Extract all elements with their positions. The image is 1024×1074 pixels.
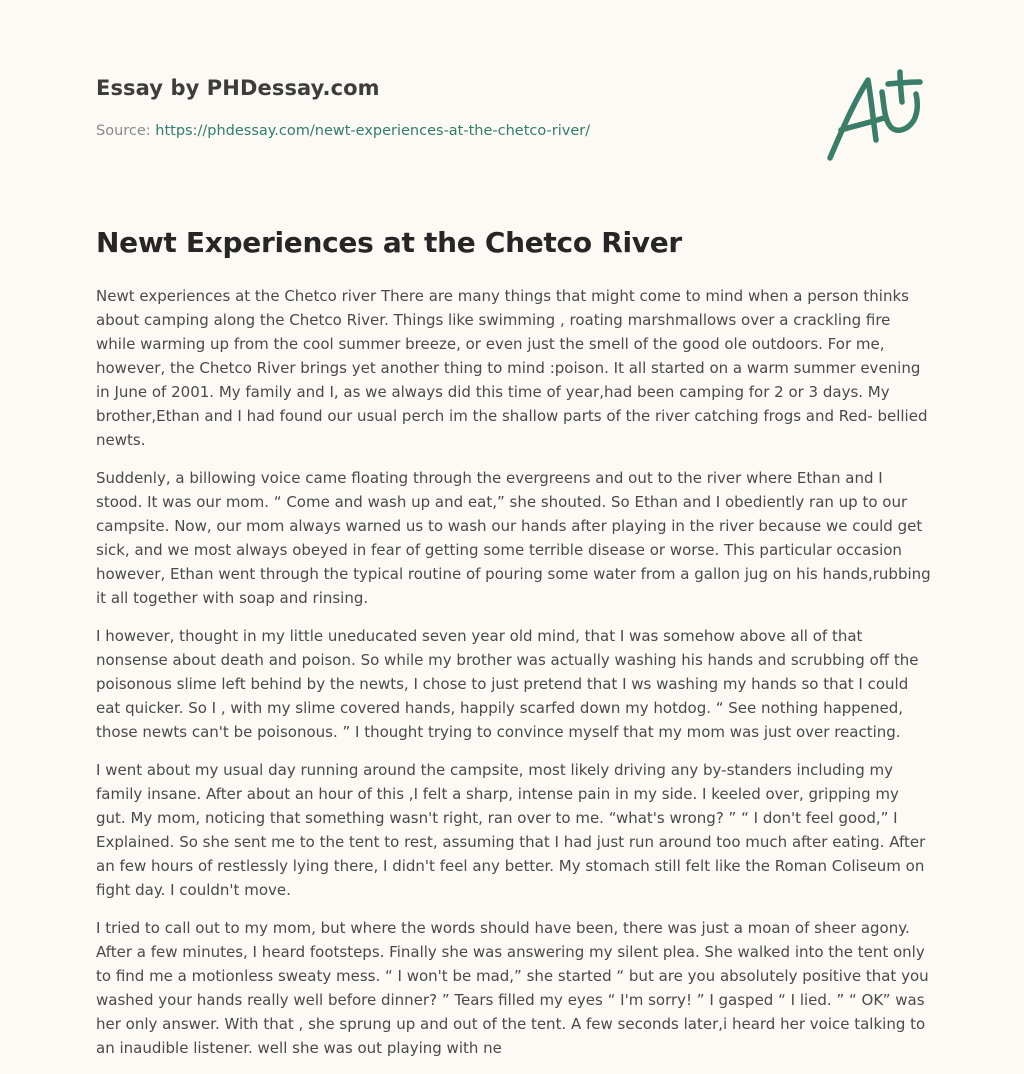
source-link[interactable]: https://phdessay.com/newt-experiences-at-the-chetco-river/ — [155, 123, 591, 139]
source-label: Source: — [96, 123, 151, 139]
article-body — [96, 284, 932, 1074]
article-title: Newt Experiences at the Chetco River — [96, 226, 682, 259]
paragraph: I tried to call out to my mom, but where the words should have been, there was just a moan of sheer agony. After a few minutes, I heard footsteps. Finally she was answering my silent plea. She walked into the tent only to find me a motionless sweaty mess. “ I won't be mad,” she started “ but are you absolutely positive that you washed your hands really well before dinner? ” Tears filled my eyes “ I'm sorry! ” I gasped “ I lied. ” “ OK” was her only answer. With that , she sprung up and out of the tent. A few seconds later,i heard her voice talking to an inaudible listener. well she was out playing with ne — [96, 919, 929, 1057]
a-plus-logo-icon — [824, 68, 928, 164]
paragraph: Newt experiences at the Chetco river There are many things that might come to mind when a person thinks about camping along the Chetco River. Things like swimming , roating marshmallows over a crackling fire while warming up from the cool summer breeze, or even just the smell of the good ole outdoors. For me, however, the Chetco River brings yet another thing to mind :poison. It all started on a warm summer evening in June of 2001. My family and I, as we always did this time of year,had been camping for 2 or 3 days. My brother,Ethan and I had found our usual perch im the shallow parts of the river catching frogs and Red- bellied newts. — [96, 287, 928, 449]
paragraph: I went about my usual day running around the campsite, most likely driving any by-standers including my family insane. After about an hour of this ,I felt a sharp, intense pain in my side. I keeled over, gripping my gut. My mom, noticing that something wasn't right, ran over to me. “what's wrong? ” “ I don't feel good,” I Explained. So she sent me to the tent to rest, assuming that I had just run around too much after eating. After an few hours of restlessly lying there, I didn't feel any better. My stomach still felt like the Roman Coliseum on fight day. I couldn't move. — [96, 761, 926, 899]
paragraph: I however, thought in my little uneducated seven year old mind, that I was somehow above all of that nonsense about death and poison. So while my brother was actually washing his hands and scrubbing off the poisonous slime left behind by the newts, I chose to just pretend that I ws washing my hands so that I could eat quicker. So I , with my slime covered hands, happily scarfed down my hotdog. “ See nothing happened, those newts can't be poisonous. ” I thought trying to convince myself that my mom was just over reacting. — [96, 627, 919, 741]
site-title: Essay by PHDessay.com — [96, 76, 380, 100]
paragraph: Suddenly, a billowing voice came floating through the evergreens and out to the river where Ethan and I stood. It was our mom. “ Come and wash up and eat,” she shouted. So Ethan and I obediently ran up to our campsite. Now, our mom always warned us to wash our hands after playing in the river because we could get sick, and we most always obeyed in fear of getting some terrible disease or worse. This particular occasion however, Ethan went through the typical routine of pouring some water from a gallon jug on his hands,rubbing it all together with soap and rinsing. — [96, 469, 931, 607]
source-line — [96, 123, 590, 139]
page-header — [96, 0, 928, 200]
